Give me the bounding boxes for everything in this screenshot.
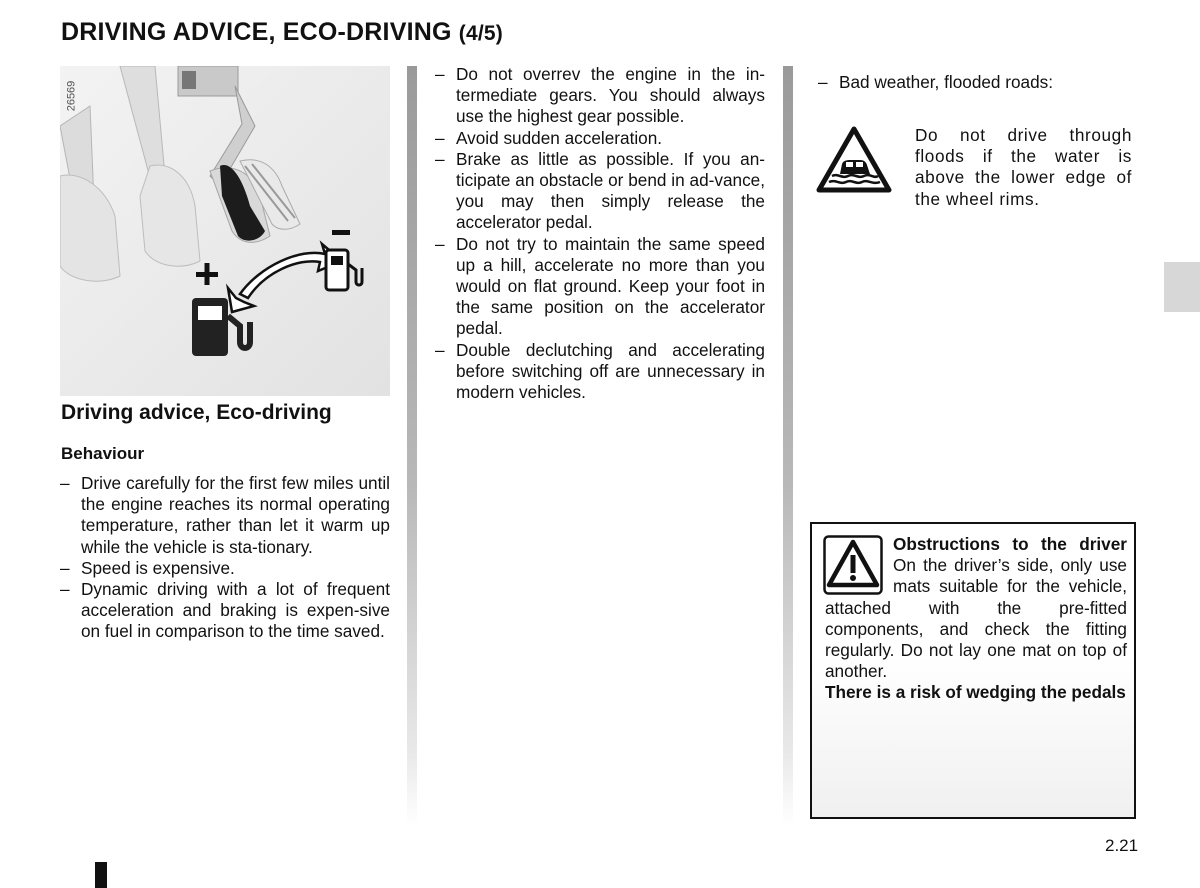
column-divider-right xyxy=(783,66,793,826)
notice-risk: There is a risk of wedging the pedals xyxy=(825,682,1126,703)
minus-sign xyxy=(332,230,350,235)
page-number: 2.21 xyxy=(1105,836,1139,855)
page-title-main: DRIVING ADVICE, ECO-DRIVING xyxy=(61,18,459,46)
flood-warning-text: Do not drive through floods if the water is above the lower edge of the wheel rims. xyxy=(915,125,1132,209)
list-item: – Dynamic driving with a lot of frequent acceleration and braking is expen-sive on fuel in comparison to the time saved. xyxy=(60,579,390,643)
behaviour-list xyxy=(60,473,390,643)
page-title-part: (4/5) xyxy=(458,22,503,45)
icon-spacer xyxy=(825,534,893,594)
section-heading: Driving advice, Eco-driving xyxy=(61,401,332,424)
obstruction-notice xyxy=(810,522,1136,819)
corner-mark xyxy=(95,862,107,888)
advice-list xyxy=(435,64,765,403)
chapter-tab xyxy=(1164,262,1200,312)
weather-list xyxy=(818,72,1138,93)
pedal-illustration xyxy=(60,66,390,396)
list-item: – Speed is expensive. xyxy=(60,558,390,579)
notice-title: Obstructions to the driver xyxy=(893,534,1127,554)
list-item: – Avoid sudden acceleration. xyxy=(435,128,765,149)
notice-body xyxy=(825,534,1127,704)
list-item: – Bad weather, flooded roads: xyxy=(818,72,1138,93)
list-item: – Double declutching and accelerating before switching off are unnecessary in modern vehicles. xyxy=(435,340,765,404)
column-divider-left xyxy=(407,66,417,826)
list-item: – Do not try to maintain the same speed up a hill, accelerate no more than you would on flat ground. Keep your foot in the same position on the accelerator pedal. xyxy=(435,234,765,340)
list-item: – Brake as little as possible. If you an-ticipate an obstacle or bend in ad-vance, you may then simply release the accelerator pedal. xyxy=(435,149,765,234)
pedals-drawing xyxy=(60,66,390,396)
flood-warning-icon xyxy=(816,126,892,194)
list-item: – Do not overrev the engine in the in-termediate gears. You should always use the highest gear possible. xyxy=(435,64,765,128)
page-title xyxy=(61,18,503,47)
list-item: – Drive carefully for the first few miles until the engine reaches its normal operating temperature, rather than let it warm up while the vehicle is sta-tionary. xyxy=(60,473,390,558)
behaviour-subheading: Behaviour xyxy=(61,444,145,463)
figure-number: 26569 xyxy=(65,80,78,112)
notice-text: On the driver’s side, only use mats suitable for the vehicle, attached with the pre-fitted components, and check the fitting regularly. Do not lay one mat on top of another. xyxy=(825,555,1127,682)
